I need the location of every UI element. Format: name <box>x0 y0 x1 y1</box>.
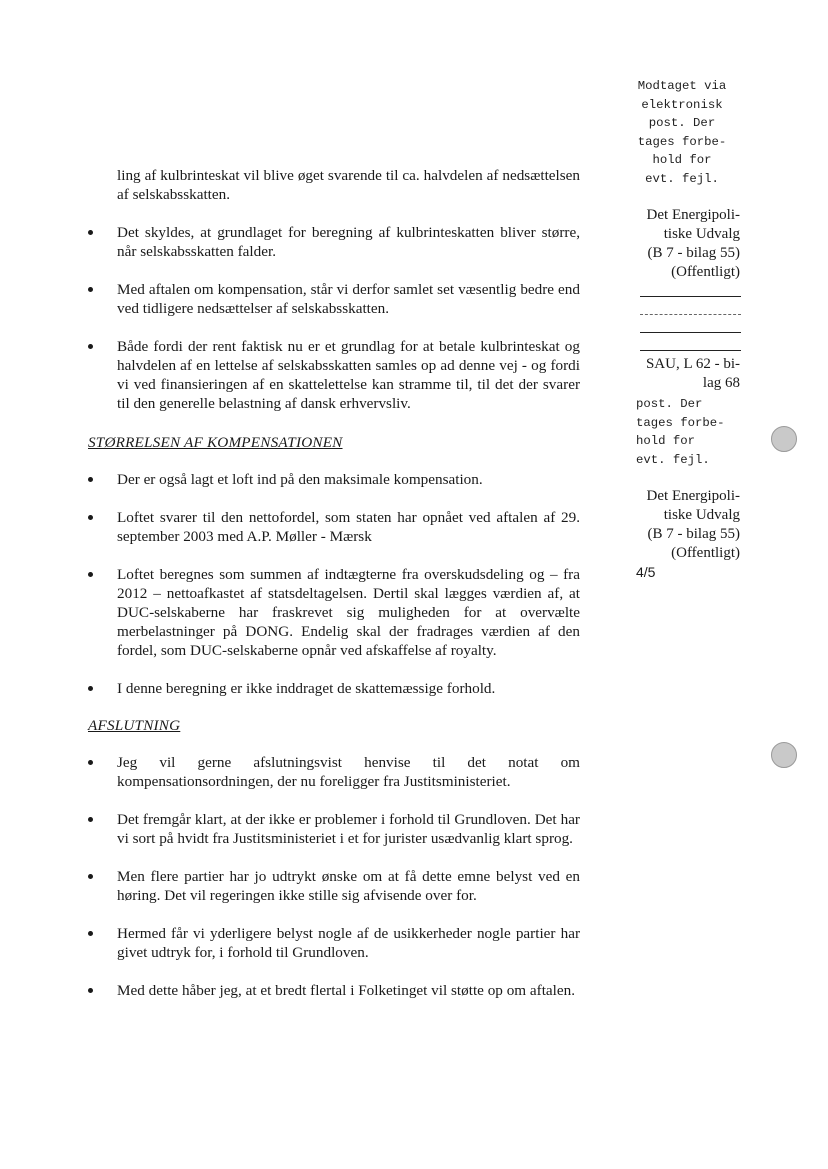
bullet-icon <box>88 686 93 691</box>
stamp-line: evt. fejl. <box>636 452 710 467</box>
stamp-line: evt. fejl. <box>645 171 719 186</box>
bullet-text: Det skyldes, at grundlaget for beregning af kulbrinteskatten bliver større, når selskabsskatten falder. <box>117 224 580 260</box>
stamp-line: (Offentligt) <box>671 264 740 280</box>
stamp-line: (B 7 - bilag 55) <box>647 245 740 261</box>
intro-paragraph: ling af kulbrinteskat vil blive øget svarende til ca. halvdelen af nedsættelsen af selskabsskatten. <box>117 167 580 203</box>
sau-stamp <box>622 355 740 393</box>
bullet-icon <box>88 817 93 822</box>
stamp-line: tiske Udvalg <box>663 507 740 523</box>
bullet-item <box>88 679 580 698</box>
bullet-item <box>88 981 580 1000</box>
committee-stamp-2 <box>622 487 740 563</box>
bullet-icon <box>88 572 93 577</box>
bullet-text: Men flere partier har jo udtrykt ønske om at få dette emne belyst ved en høring. Det vil regeringen ikke stille sig afvisende over for. <box>117 868 580 904</box>
stamp-line: Det Energipoli- <box>646 207 740 223</box>
bullet-icon <box>88 477 93 482</box>
bullet-item <box>88 565 580 660</box>
stamp-line: post. Der <box>648 116 716 130</box>
stamp-line: lag 68 <box>702 375 740 391</box>
bullet-item <box>88 924 580 962</box>
section-heading-afslutning: AFSLUTNING <box>88 717 181 734</box>
stamp-line: (B 7 - bilag 55) <box>647 526 740 542</box>
punch-hole <box>771 426 797 452</box>
received-stamp <box>626 77 738 188</box>
bullet-text: Der er også lagt et loft ind på den maksimale kompensation. <box>117 471 483 488</box>
stamp-divider <box>640 350 741 351</box>
bullet-icon <box>88 874 93 879</box>
bullet-text: Det fremgår klart, at der ikke er problemer i forhold til Grundloven. Det har vi sort på hvidt fra Justitsministeriet i et for jurister usædvanlig klart sprog. <box>117 811 580 847</box>
bullet-item <box>88 337 580 413</box>
bullet-icon <box>88 287 93 292</box>
bullet-item <box>88 223 580 261</box>
bullet-icon <box>88 931 93 936</box>
section-heading-kompensation: STØRRELSEN AF KOMPENSATIONEN <box>88 434 343 451</box>
stamp-line: hold for <box>652 153 712 167</box>
bullet-text: Med dette håber jeg, at et bredt flertal i Folketinget vil støtte op om aftalen. <box>117 982 576 999</box>
bullet-text: Loftet svarer til den nettofordel, som staten har opnået ved aftalen af 29. september 2003 med A.P. Møller - Mærsk <box>117 509 580 545</box>
stamp-divider <box>640 296 741 297</box>
received-stamp-2 <box>636 395 746 469</box>
punch-hole <box>771 742 797 768</box>
main-text <box>88 166 580 1000</box>
bullet-icon <box>88 344 93 349</box>
bullet-item <box>88 867 580 905</box>
bullet-text: Loftet beregnes som summen af indtægterne fra overskudsdeling og – fra 2012 – nettoafkastet af statsdeltagelsen. Dertil skal lægges værdien af, at DUC-selskaberne har fraskrevet sig muligheden for at overvælte merbelastninger på DONG. Endelig skal der fradrages værdien af den fordel, som DUC-selskaberne opnår ved afskaffelse af royalty. <box>117 566 580 659</box>
bullet-text: Jeg vil gerne afslutningsvist henvise til det notat om kompensationsordningen, der nu foreligger fra Justitsministeriet. <box>117 754 580 790</box>
stamp-line: hold for <box>636 434 696 448</box>
stamp-divider <box>640 332 741 333</box>
committee-stamp-1 <box>622 206 740 282</box>
bullet-icon <box>88 515 93 520</box>
bullet-icon <box>88 988 93 993</box>
bullet-text: Med aftalen om kompensation, står vi derfor samlet set væsentlig bedre end ved tidligere nedsættelser af selskabsskatten. <box>117 281 580 317</box>
stamp-line: Modtaget via <box>637 79 727 93</box>
bullet-text: Både fordi der rent faktisk nu er et grundlag for at betale kulbrinteskat og halvdelen af en lettelse af selskabsskatten samles op ad denne vej - og fordi vi ved finansieringen af en skattelettelse kan stramme til, til det der svarer til den generelle belastning af dansk erhvervsliv. <box>117 338 580 412</box>
bullet-item <box>88 280 580 318</box>
stamp-line: tages forbe- <box>636 415 725 430</box>
stamp-line: Det Energipoli- <box>646 488 740 504</box>
page-number: 4/5 <box>636 564 656 580</box>
bullet-icon <box>88 760 93 765</box>
bullet-text: Hermed får vi yderligere belyst nogle af de usikkerheder nogle partier har givet udtryk for, i forhold til Grundloven. <box>117 925 580 961</box>
bullet-icon <box>88 230 93 235</box>
bullet-item <box>88 508 580 546</box>
bullet-item <box>88 810 580 848</box>
bullet-item <box>88 753 580 791</box>
stamp-line: tiske Udvalg <box>663 226 740 242</box>
stamp-line: (Offentligt) <box>671 545 740 561</box>
stamp-line: tages forbe- <box>637 134 727 149</box>
stamp-divider <box>640 314 741 315</box>
stamp-line: elektronisk <box>641 97 723 112</box>
stamp-line: post. Der <box>636 397 703 411</box>
bullet-text: I denne beregning er ikke inddraget de skattemæssige forhold. <box>117 680 496 697</box>
stamp-line: SAU, L 62 - bi- <box>645 356 740 372</box>
bullet-item <box>88 470 580 489</box>
